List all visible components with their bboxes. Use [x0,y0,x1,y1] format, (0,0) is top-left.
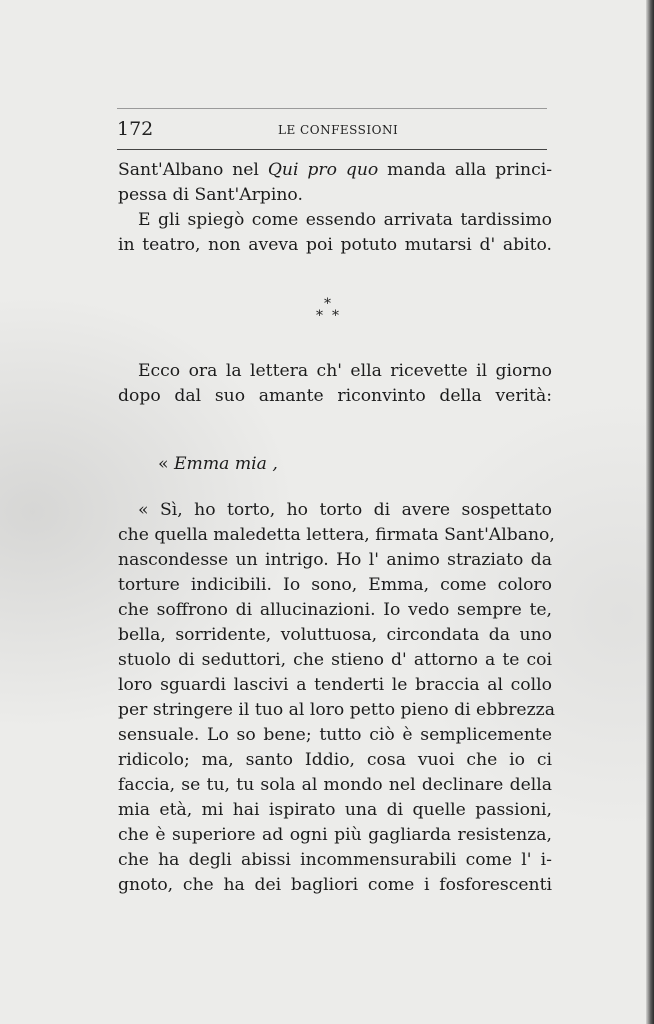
asterism-star: * [332,308,339,324]
text-segment: manda alla princi- [378,160,553,180]
text-line [118,158,552,183]
salutation-text: Emma mia , [173,454,278,474]
letter-line: che soffrono di allucinazioni. Io vedo sempre te, [118,600,552,620]
letter-salutation [158,452,358,477]
header-rule-bottom [117,149,547,150]
text-line: dopo dal suo amante riconvinto della verità: [118,386,552,406]
page-number: 172 [117,118,154,140]
asterism-star: * [316,308,323,324]
play-title: Qui pro quo [267,160,379,180]
letter-line: per stringere il tuo al loro petto pieno di ebbrezza [118,700,555,720]
letter-line: torture indicibili. Io sono, Emma, come coloro [118,575,552,595]
running-title: LE CONFESSIONI [278,123,399,137]
text-line: Ecco ora la lettera ch' ella ricevette il giorno [138,361,552,381]
text-line: in teatro, non aveva poi potuto mutarsi d' abito. [118,235,552,255]
text-line: E gli spiegò come essendo arrivata tardissimo [138,210,552,230]
letter-line: nascondesse un intrigo. Ho l' animo straziato da [118,550,552,570]
paragraph-2 [118,208,552,258]
letter-line: loro sguardi lascivi a tenderti le braccia al collo [118,675,552,695]
asterism-star: * [324,296,331,312]
letter-line: mia età, mi hai ispirato una di quelle passioni, [118,800,552,820]
text-line [118,183,552,208]
letter-line: che ha degli abissi incommensurabili come l' i- [118,850,552,870]
letter-line: che quella maledetta lettera, firmata Sant'Albano, [118,525,555,545]
paragraph-3 [118,359,552,409]
page-edge-shadow [646,0,654,1024]
letter-body [118,498,555,898]
letter-line: bella, sorridente, voluttuosa, circondata da uno [118,625,552,645]
letter-line: ridicolo; ma, santo Iddio, cosa vuoi che io ci [118,750,552,770]
text-segment: pessa di Sant'Arpino. [118,185,303,205]
letter-line: stuolo di seduttori, che stieno d' attorno a te coi [118,650,552,670]
letter-line: sensuale. Lo so bene; tutto ciò è semplicemente [118,725,552,745]
letter-line: gnoto, che ha dei bagliori come i fosforescenti [118,875,552,895]
text-segment: Sant'Albano nel [118,160,268,180]
letter-line: faccia, se tu, tu sola al mondo nel declinare della [118,775,552,795]
salutation-quote-mark: « [158,454,174,474]
header-rule-top [117,108,547,109]
letter-line: « Sì, ho torto, ho torto di avere sospettato [138,500,552,520]
section-break-asterism [310,296,350,326]
paragraph-1 [118,158,552,208]
letter-line: che è superiore ad ogni più gagliarda resistenza, [118,825,552,845]
